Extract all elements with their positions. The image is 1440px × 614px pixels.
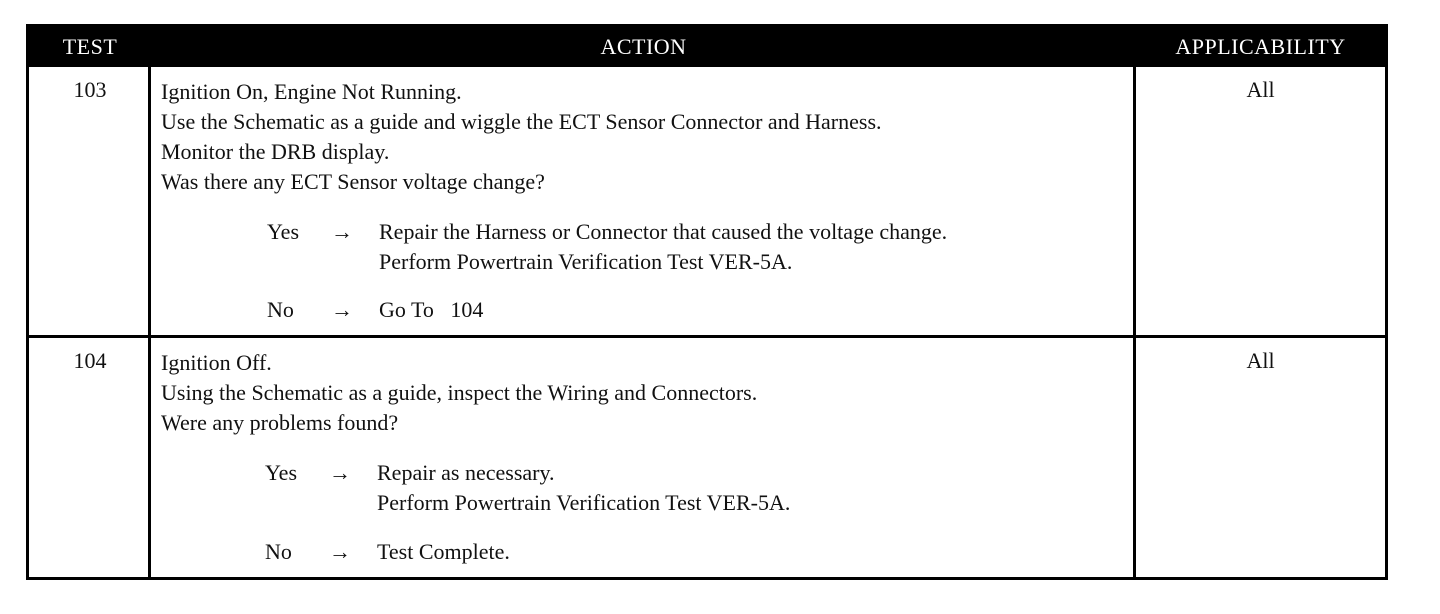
yes-label: Yes [267,219,300,244]
no-outcome [267,295,1127,325]
result-line: Repair as necessary. [377,460,555,485]
header-applicability: APPLICABILITY [1175,34,1346,59]
applicability-value: All [1246,77,1275,102]
result-line: Perform Powertrain Verification Test VER-5A. [377,490,791,515]
no-result: Go To 104 [379,297,484,322]
table-row [29,338,1385,577]
header-action: ACTION [600,34,687,59]
result-line: Repair the Harness or Connector that caused the voltage change. [379,219,948,244]
yes-outcome [265,458,1125,518]
table-row [29,67,1385,335]
yes-label: Yes [265,460,298,485]
instruction-line: Monitor the DRB display. [161,139,390,164]
right-arrow-icon: → [329,539,351,564]
diagnostic-test-table [26,24,1388,580]
applicability-value: All [1246,348,1275,373]
result-line: Perform Powertrain Verification Test VER-5A. [379,249,793,274]
action-instructions [161,348,1131,438]
table-header [29,27,1385,67]
action-instructions [161,77,1131,197]
yes-result [379,217,947,277]
no-outcome [265,537,1125,567]
instruction-line: Were any problems found? [161,410,399,435]
right-arrow-icon: → [329,460,351,485]
no-result: Test Complete. [377,539,510,564]
instruction-line: Using the Schematic as a guide, inspect the Wiring and Connectors. [161,380,758,405]
right-arrow-icon: → [331,219,353,244]
instruction-line: Use the Schematic as a guide and wiggle the ECT Sensor Connector and Harness. [161,109,882,134]
instruction-line: Ignition Off. [161,350,272,375]
instruction-line: Was there any ECT Sensor voltage change? [161,169,545,194]
header-test: TEST [62,34,118,59]
right-arrow-icon: → [331,297,353,322]
yes-result [377,458,790,518]
no-label: No [267,297,294,322]
test-number: 104 [73,348,107,373]
no-label: No [265,539,292,564]
test-number: 103 [73,77,107,102]
instruction-line: Ignition On, Engine Not Running. [161,79,462,104]
yes-outcome [267,217,1127,277]
